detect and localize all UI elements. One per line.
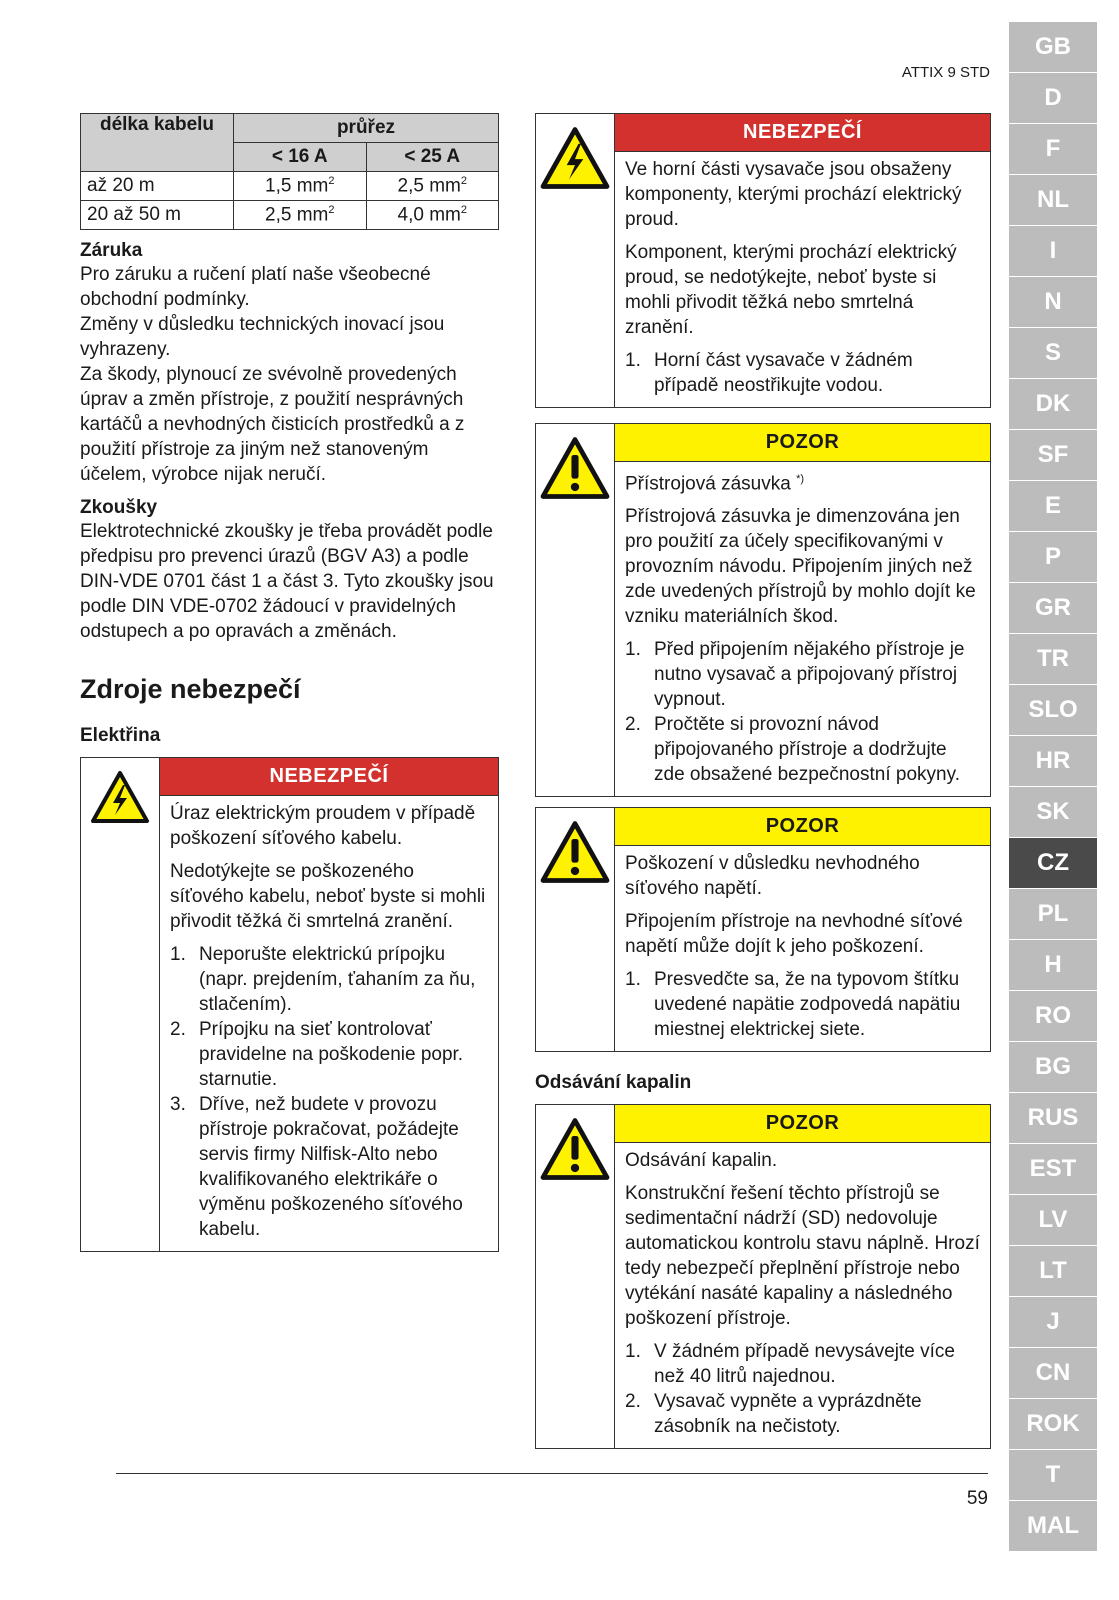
language-tab-f[interactable]: F <box>1009 124 1097 175</box>
language-tab-cz[interactable]: CZ <box>1009 838 1097 889</box>
general-warning-icon <box>536 1105 615 1448</box>
table-row <box>81 201 499 230</box>
cell-16a: 1,5 $mm^2$ <box>234 172 367 201</box>
warranty-line: Za škody, plynoucí ze svévolně provedených úprav a změn přístroje, z použití nesprávných kartáčů a nevhodných čisticích prostředků a z použití přístroje za jiným než stanoveným účelem, výrobce nijak neručí. <box>80 364 465 485</box>
list-item: 3. Dříve, než budete v provozu přístroje pokračovat, požádejte servis firmy Nilfisk-Alto nebo kvalifikovaného elektrikáře o výměnu poškozeného síťového kabelu. <box>170 1094 463 1240</box>
warranty-section <box>80 240 499 487</box>
language-tab-gr[interactable]: GR <box>1009 583 1097 634</box>
language-tab-sk[interactable]: SK <box>1009 787 1097 838</box>
instruction-list <box>625 348 980 398</box>
language-tab-slo[interactable]: SLO <box>1009 685 1097 736</box>
language-tab-p[interactable]: P <box>1009 532 1097 583</box>
general-warning-icon <box>536 424 615 796</box>
list-item: 1. Před připojením nějakého přístroje je nutno vysavač a připojovaný přístroj vypnout. <box>625 639 965 711</box>
cell-length: 20 až 50 m <box>81 201 234 230</box>
caution-box-voltage <box>535 807 991 1052</box>
left-column <box>80 113 499 1252</box>
list-item: 1. Horní část vysavače v žádném případě neostřikujte vodou. <box>625 350 913 396</box>
warning-text: Přístrojová zásuvka je dimenzována jen pro použití za účely specifikovanými v provozním návodu. Připojením jiných než zde uvedených přístrojů by mohlo dojít ke vzniku materiálních škod. <box>625 506 976 628</box>
cell-length: až 20 m <box>81 172 234 201</box>
header-length: délka kabelu <box>81 114 234 172</box>
language-tab-pl[interactable]: PL <box>1009 889 1097 940</box>
model-name: ATTIX 9 STD <box>901 64 990 81</box>
warning-text: Konstrukční řešení těchto přístrojů se sedimentační nádrží (SD) nedovoluje automatickou kontrolu stavu náplně. Hrozí tedy nebezpečí přeplnění přístroje nebo vytékání nasáté kapaliny a následného poškození přístroje. <box>625 1183 980 1330</box>
language-tab-e[interactable]: E <box>1009 481 1097 532</box>
warning-text: Komponent, kterými prochází elektrický proud, se nedotýkejte, neboť byste si mohli přivodit těžká nebo smrtelná zranění. <box>625 242 957 338</box>
danger-title: NEBEZPEČÍ <box>615 114 990 152</box>
warning-text: Úraz elektrickým proudem v případě poškození síťového kabelu. <box>170 803 476 849</box>
language-tab-i[interactable]: I <box>1009 226 1097 277</box>
caution-box-socket <box>535 423 991 797</box>
language-tab-mal[interactable]: MAL <box>1009 1501 1097 1552</box>
warning-text: Poškození v důsledku nevhodného síťového napětí. <box>625 853 920 900</box>
language-tabs <box>1009 22 1097 1552</box>
tests-section <box>80 497 499 644</box>
electric-hazard-icon <box>536 114 615 407</box>
language-tab-rok[interactable]: ROK <box>1009 1399 1097 1450</box>
language-tab-dk[interactable]: DK <box>1009 379 1097 430</box>
instruction-list <box>625 637 980 787</box>
language-tab-tr[interactable]: TR <box>1009 634 1097 685</box>
warranty-heading: Záruka <box>80 240 143 261</box>
language-tab-cn[interactable]: CN <box>1009 1348 1097 1399</box>
page-number: 59 <box>966 1488 988 1509</box>
list-item: 2. Prípojku na sieť kontrolovať pravidelne na poškodenie popr. starnutie. <box>170 1019 464 1090</box>
list-item: 2. Vysavač vypněte a vyprázdněte zásobník na nečistoty. <box>625 1391 922 1438</box>
tests-heading: Zkoušky <box>80 497 158 518</box>
header-section: průřez <box>234 114 499 143</box>
danger-title: NEBEZPEČÍ <box>160 758 498 796</box>
list-item: 1. V žádném případě nevysávejte více než 40 litrů najednou. <box>625 1341 956 1388</box>
warning-text: Ve horní části vysavače jsou obsaženy komponenty, kterými prochází elektrický proud. <box>625 159 962 230</box>
language-tab-h[interactable]: H <box>1009 940 1097 991</box>
header-25a: < 25 A <box>366 143 499 172</box>
hazards-heading: Zdroje nebezpečí <box>80 674 301 704</box>
language-tab-s[interactable]: S <box>1009 328 1097 379</box>
instruction-list <box>625 967 980 1042</box>
language-tab-est[interactable]: EST <box>1009 1144 1097 1195</box>
caution-title: POZOR <box>615 808 990 846</box>
language-tab-n[interactable]: N <box>1009 277 1097 328</box>
language-tab-ro[interactable]: RO <box>1009 991 1097 1042</box>
general-warning-icon <box>536 808 615 1051</box>
cable-table <box>80 113 499 230</box>
language-tab-j[interactable]: J <box>1009 1297 1097 1348</box>
warranty-line: Změny v důsledku technických inovací jsou vyhrazeny. <box>80 314 445 360</box>
instruction-list <box>170 942 488 1242</box>
language-tab-sf[interactable]: SF <box>1009 430 1097 481</box>
tests-text: Elektrotechnické zkoušky je třeba provádět podle předpisu pro prevenci úrazů (BGV A3) a podle DIN-VDE 0701 část 1 a část 3. Tyto zkoušky jsou podle DIN VDE-0702 žádoucí v pravidelných odstupech a po opravách a změnách. <box>80 521 494 642</box>
table-row <box>81 172 499 201</box>
caution-box-liquid <box>535 1104 991 1449</box>
warning-text: Odsávání kapalin. <box>625 1150 778 1172</box>
liquids-subheading: Odsávání kapalin <box>535 1072 692 1094</box>
language-tab-bg[interactable]: BG <box>1009 1042 1097 1093</box>
list-item: 1. Presvedčte sa, že na typovom štítku uvedené napätie zodpovedá napätiu miestnej elektrickej siete. <box>625 969 961 1041</box>
caution-title: POZOR <box>615 424 990 462</box>
electric-hazard-icon <box>81 758 160 1251</box>
caution-title: POZOR <box>615 1105 990 1143</box>
cell-25a: 4,0 $mm^2$ <box>366 201 499 230</box>
language-tab-lv[interactable]: LV <box>1009 1195 1097 1246</box>
list-item: 1. Neporušte elektrickú prípojku (napr. prejdením, ťahaním za ňu, stlačením). <box>170 944 476 1015</box>
language-tab-hr[interactable]: HR <box>1009 736 1097 787</box>
language-tab-t[interactable]: T <box>1009 1450 1097 1501</box>
danger-box-top <box>535 113 991 408</box>
header-16a: < 16 A <box>234 143 367 172</box>
footer-divider <box>116 1473 988 1474</box>
language-tab-gb[interactable]: GB <box>1009 22 1097 73</box>
language-tab-nl[interactable]: NL <box>1009 175 1097 226</box>
cell-25a: 2,5 $mm^2$ <box>366 172 499 201</box>
warning-text: Připojením přístroje na nevhodné síťové napětí může dojít k jeho poškození. <box>625 911 963 958</box>
list-item: 2. Pročtěte si provozní návod připojovaného přístroje a dodržujte zde obsažené bezpečnostní pokyny. <box>625 714 960 786</box>
cell-16a: 2,5 $mm^2$ <box>234 201 367 230</box>
right-column <box>535 113 991 1449</box>
electric-subheading: Elektřina <box>80 725 161 746</box>
warning-text: Přístrojová zásuvka *) <box>625 473 805 495</box>
warranty-line: Pro záruku a ručení platí naše všeobecné obchodní podmínky. <box>80 264 431 310</box>
instruction-list <box>625 1339 980 1439</box>
language-tab-lt[interactable]: LT <box>1009 1246 1097 1297</box>
language-tab-rus[interactable]: RUS <box>1009 1093 1097 1144</box>
warning-text: Nedotýkejte se poškozeného síťového kabelu, neboť byste si mohli přivodit těžká či smrtelná zranění. <box>170 861 486 932</box>
danger-box-cable <box>80 757 499 1252</box>
language-tab-d[interactable]: D <box>1009 73 1097 124</box>
